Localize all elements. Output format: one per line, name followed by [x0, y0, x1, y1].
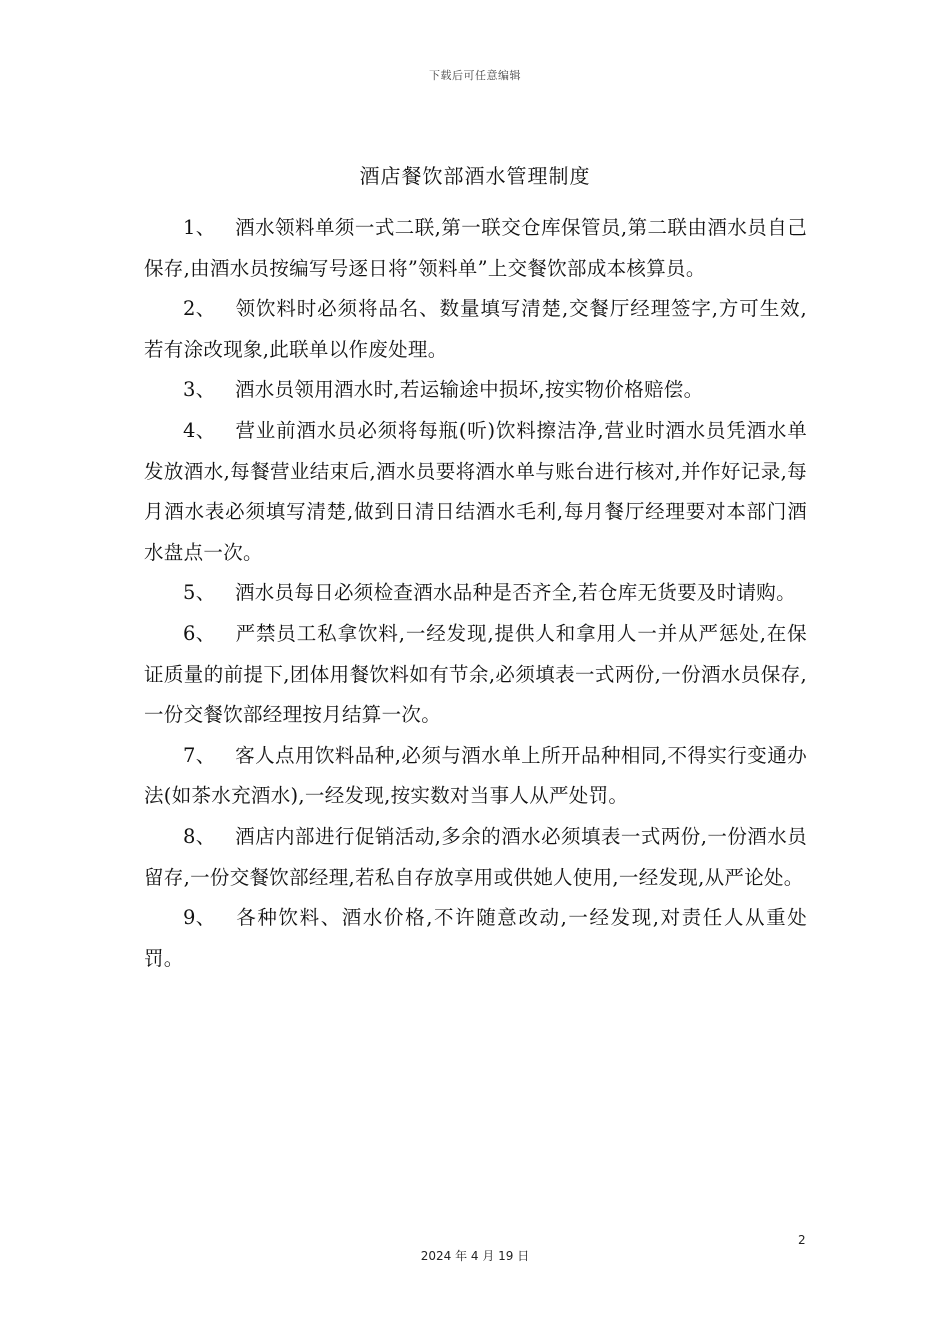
document-body	[144, 208, 807, 979]
footer-date: 2024 年 4 月 19 日	[420, 1249, 530, 1263]
paragraph-5	[144, 573, 807, 614]
paragraph-number: 1、	[183, 216, 216, 239]
paragraph-text: 酒店内部进行促销活动,多余的酒水必须填表一式两份,一份酒水员留存,一份交餐饮部经理,若私自存放享用或供她人使用,一经发现,从严论处。	[144, 824, 807, 889]
paragraph-4	[144, 411, 807, 573]
paragraph-number: 4、	[183, 418, 216, 442]
paragraph-number: 2、	[183, 297, 216, 321]
paragraph-number: 9、	[183, 906, 216, 930]
paragraph-number: 5、	[183, 581, 216, 605]
paragraph-8	[144, 817, 807, 898]
paragraph-9	[144, 898, 807, 979]
paragraph-2	[144, 289, 807, 370]
paragraph-3	[144, 370, 807, 411]
paragraph-text: 酒水领料单须一式二联,第一联交仓库保管员,第二联由酒水员自己保存,由酒水员按编写号逐日将”领料单”上交餐饮部成本核算员。	[144, 216, 807, 280]
paragraph-1	[144, 208, 807, 289]
document-title: 酒店餐饮部酒水管理制度	[359, 164, 591, 188]
paragraph-text: 严禁员工私拿饮料,一经发现,提供人和拿用人一并从严惩处,在保证质量的前提下,团体用餐饮料如有节余,必须填表一式两份,一份酒水员保存,一份交餐饮部经理按月结算一次。	[144, 621, 807, 727]
paragraph-text: 客人点用饮料品种,必须与酒水单上所开品种相同,不得实行变通办法(如茶水充酒水),一经发现,按实数对当事人从严处罚。	[144, 743, 807, 808]
paragraph-text: 酒水员领用酒水时,若运输途中损坏,按实物价格赔偿。	[235, 378, 704, 402]
paragraph-text: 酒水员每日必须检查酒水品种是否齐全,若仓库无货要及时请购。	[235, 581, 796, 605]
header-note: 下载后可任意编辑	[429, 69, 521, 82]
paragraph-number: 3、	[183, 378, 216, 402]
paragraph-number: 6、	[183, 621, 216, 645]
paragraph-7	[144, 736, 807, 817]
page-number: 2	[798, 1233, 806, 1247]
paragraph-text: 各种饮料、酒水价格,不许随意改动,一经发现,对责任人从重处罚。	[144, 906, 807, 970]
paragraph-text: 营业前酒水员必须将每瓶(听)饮料擦洁净,营业时酒水员凭酒水单发放酒水,每餐营业结束后,酒水员要将酒水单与账台进行核对,并作好记录,每月酒水表必须填写清楚,做到日清日结酒水毛利,每月餐厅经理要对本部门酒水盘点一次。	[144, 418, 807, 564]
paragraph-text: 领饮料时必须将品名、数量填写清楚,交餐厅经理签字,方可生效,若有涂改现象,此联单以作废处理。	[144, 297, 807, 361]
paragraph-number: 7、	[183, 743, 216, 767]
paragraph-6	[144, 614, 807, 736]
paragraph-number: 8、	[183, 824, 216, 848]
